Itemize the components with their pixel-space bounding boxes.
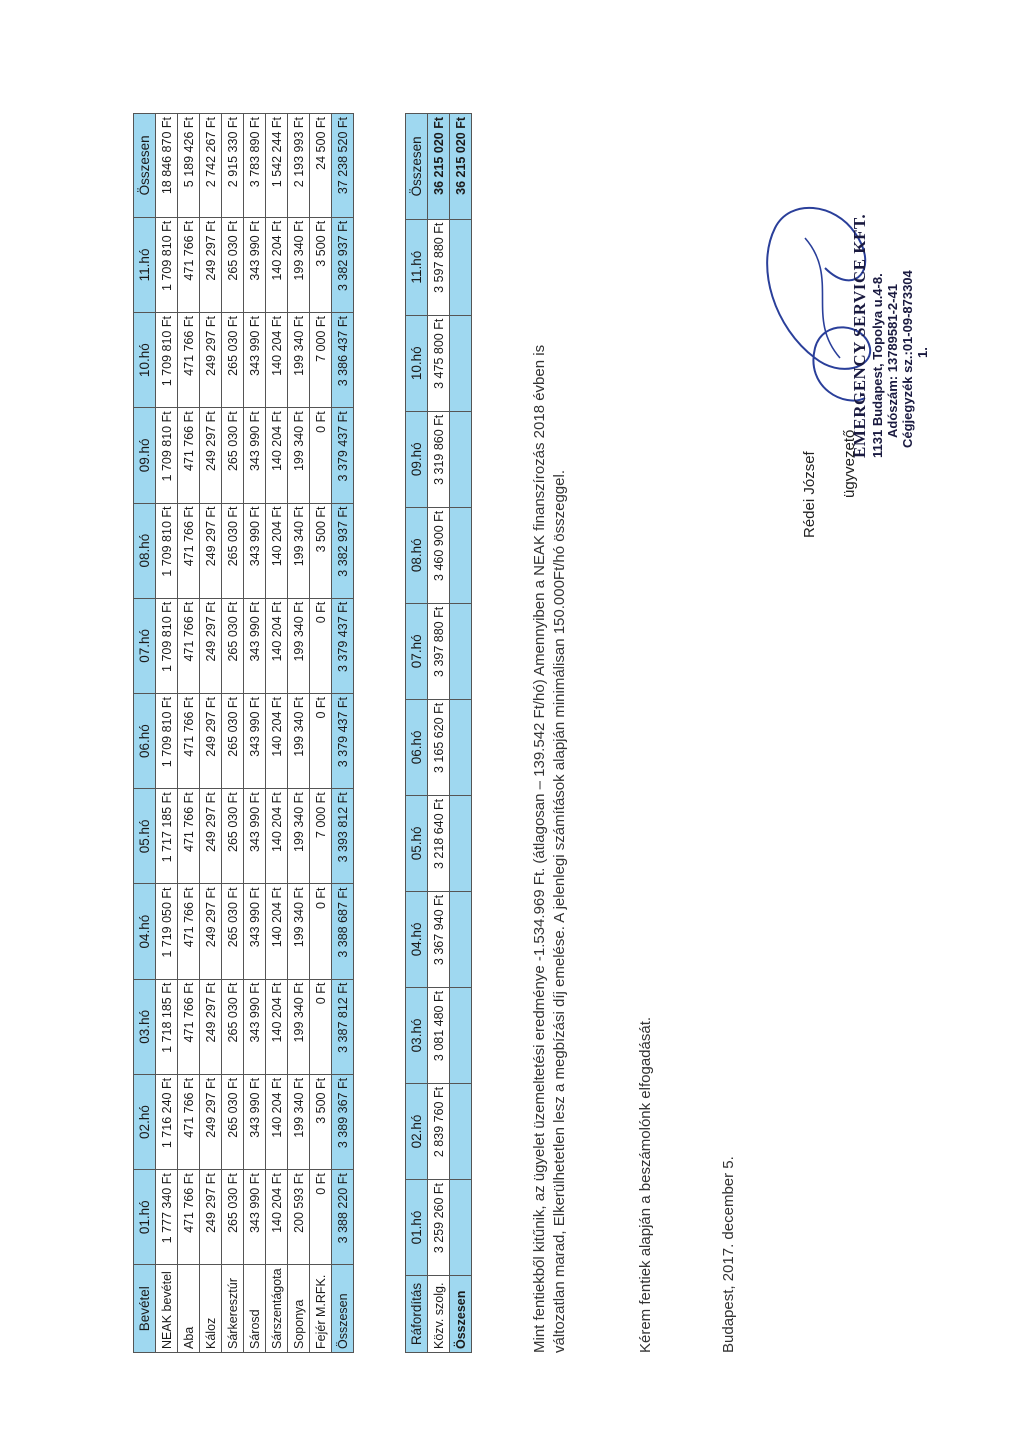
cost-header-cell: Ráfordítás	[406, 1276, 428, 1353]
revenue-cell: 199 340 Ft	[288, 693, 310, 788]
stamp-registry: Cégjegyzék sz.:01-09-873304	[900, 270, 915, 448]
revenue-row	[266, 114, 288, 1353]
revenue-cell: 200 593 Ft	[288, 1170, 310, 1265]
revenue-cell: 471 766 Ft	[178, 1074, 200, 1169]
revenue-cell: 249 297 Ft	[200, 313, 222, 408]
revenue-cell: 471 766 Ft	[178, 979, 200, 1074]
revenue-cell: 199 340 Ft	[288, 1074, 310, 1169]
cost-total-empty	[450, 411, 472, 507]
cost-total-empty	[450, 315, 472, 411]
revenue-header-cell: 10.hó	[134, 313, 156, 408]
revenue-cell: 140 204 Ft	[266, 789, 288, 884]
cost-cell: 3 460 900 Ft	[428, 507, 450, 603]
revenue-row-label: Sárosd	[244, 1265, 266, 1353]
revenue-cell: 249 297 Ft	[200, 503, 222, 598]
cost-total-empty	[450, 795, 472, 891]
stamp-tax: Adószám: 13789581-2-41	[885, 284, 900, 438]
revenue-cell: 140 204 Ft	[266, 1170, 288, 1265]
revenue-total-row	[332, 114, 354, 1353]
revenue-cell: 140 204 Ft	[266, 884, 288, 979]
revenue-cell: 343 990 Ft	[244, 1074, 266, 1169]
paragraph-line-2: változatlan marad, Elkerülhetetlen lesz a megbízási díj emelése. A jelenlegi számítások alapján minimálisan 150.000Ft/hó összeggel.	[551, 470, 568, 1353]
revenue-cell: 471 766 Ft	[178, 884, 200, 979]
cost-cell: 3 218 640 Ft	[428, 795, 450, 891]
cost-total-empty	[450, 1083, 472, 1179]
revenue-total-label: Összesen	[332, 1265, 354, 1353]
revenue-cell: 265 030 Ft	[222, 313, 244, 408]
revenue-cell: 249 297 Ft	[200, 408, 222, 503]
revenue-cell: 1 718 185 Ft	[156, 979, 178, 1074]
revenue-cell: 1 709 810 Ft	[156, 408, 178, 503]
revenue-cell: 1 709 810 Ft	[156, 503, 178, 598]
revenue-cell: 265 030 Ft	[222, 693, 244, 788]
revenue-total-cell: 3 379 437 Ft	[332, 598, 354, 693]
revenue-header-cell: 06.hó	[134, 693, 156, 788]
revenue-header-cell: 02.hó	[134, 1074, 156, 1169]
revenue-cell: 471 766 Ft	[178, 217, 200, 312]
revenue-cell: 199 340 Ft	[288, 598, 310, 693]
signer-title: ügyvezető	[841, 429, 858, 498]
revenue-cell: 471 766 Ft	[178, 693, 200, 788]
revenue-cell: 249 297 Ft	[200, 1074, 222, 1169]
revenue-cell: 199 340 Ft	[288, 313, 310, 408]
revenue-cell: 249 297 Ft	[200, 789, 222, 884]
revenue-cell: 249 297 Ft	[200, 1170, 222, 1265]
revenue-total-cell: 3 382 937 Ft	[332, 503, 354, 598]
cost-header-cell: 10.hó	[406, 315, 428, 411]
cost-header-cell: 09.hó	[406, 411, 428, 507]
revenue-cell: 0 Ft	[310, 693, 332, 788]
revenue-total-cell: 3 388 220 Ft	[332, 1170, 354, 1265]
revenue-row-label: Káloz	[200, 1265, 222, 1353]
revenue-row	[156, 114, 178, 1353]
revenue-cell: 3 500 Ft	[310, 503, 332, 598]
revenue-cell: 0 Ft	[310, 979, 332, 1074]
revenue-header-cell: Összesen	[134, 114, 156, 218]
paragraph-line-1: Mint fentiekből kitűnik, az ügyelet üzemeltetési eredménye -1.534.969 Ft. (átlagosan – 139.542 Ft/hó) Amennyiben a NEAK finanszírozás 2018 évben is	[531, 344, 548, 1353]
revenue-cell: 343 990 Ft	[244, 217, 266, 312]
revenue-cell: 471 766 Ft	[178, 1170, 200, 1265]
stamp-number: 1.	[915, 347, 930, 358]
revenue-row	[200, 114, 222, 1353]
revenue-header-cell: 09.hó	[134, 408, 156, 503]
revenue-cell: 7 000 Ft	[310, 313, 332, 408]
revenue-cell: 199 340 Ft	[288, 789, 310, 884]
stamp-company: EMERGENCY SERVICE KFT.	[850, 213, 869, 458]
cost-header-cell: 06.hó	[406, 699, 428, 795]
revenue-header-cell: 07.hó	[134, 598, 156, 693]
revenue-cell: 199 340 Ft	[288, 979, 310, 1074]
revenue-cell: 343 990 Ft	[244, 884, 266, 979]
cost-cell: 3 081 480 Ft	[428, 987, 450, 1083]
revenue-cell: 343 990 Ft	[244, 1170, 266, 1265]
revenue-cell: 343 990 Ft	[244, 979, 266, 1074]
cost-total-empty	[450, 219, 472, 315]
cost-cell: 3 319 860 Ft	[428, 411, 450, 507]
revenue-row-label: Sárkeresztúr	[222, 1265, 244, 1353]
revenue-cell: 249 297 Ft	[200, 598, 222, 693]
revenue-total-cell: 3 389 367 Ft	[332, 1074, 354, 1169]
revenue-row-label: NEAK bevétel	[156, 1265, 178, 1353]
revenue-cell: 471 766 Ft	[178, 408, 200, 503]
cost-row-label: Közv. szolg.	[428, 1276, 450, 1353]
revenue-total-cell: 37 238 520 Ft	[332, 114, 354, 218]
revenue-cell: 1 777 340 Ft	[156, 1170, 178, 1265]
revenue-cell: 265 030 Ft	[222, 789, 244, 884]
revenue-cell: 2 915 330 Ft	[222, 114, 244, 218]
revenue-cell: 1 717 185 Ft	[156, 789, 178, 884]
cost-total-empty	[450, 1179, 472, 1275]
revenue-cell: 199 340 Ft	[288, 884, 310, 979]
revenue-cell: 265 030 Ft	[222, 979, 244, 1074]
revenue-cell: 7 000 Ft	[310, 789, 332, 884]
revenue-cell: 1 716 240 Ft	[156, 1074, 178, 1169]
revenue-cell: 1 719 050 Ft	[156, 884, 178, 979]
revenue-cell: 199 340 Ft	[288, 408, 310, 503]
revenue-cell: 265 030 Ft	[222, 503, 244, 598]
revenue-row	[288, 114, 310, 1353]
revenue-cell: 140 204 Ft	[266, 598, 288, 693]
revenue-cell: 2 742 267 Ft	[200, 114, 222, 218]
revenue-cell: 343 990 Ft	[244, 313, 266, 408]
revenue-header-cell: 05.hó	[134, 789, 156, 884]
revenue-header-row	[134, 114, 156, 1353]
revenue-cell: 343 990 Ft	[244, 598, 266, 693]
revenue-cell: 140 204 Ft	[266, 313, 288, 408]
cost-total-empty	[450, 507, 472, 603]
revenue-body	[156, 114, 354, 1353]
revenue-cell: 18 846 870 Ft	[156, 114, 178, 218]
revenue-cell: 199 340 Ft	[288, 503, 310, 598]
revenue-cell: 24 500 Ft	[310, 114, 332, 218]
cost-cell: 2 839 760 Ft	[428, 1083, 450, 1179]
revenue-row	[178, 114, 200, 1353]
cost-header-cell: 07.hó	[406, 603, 428, 699]
result-paragraph	[530, 33, 570, 1353]
cost-header-cell: 04.hó	[406, 891, 428, 987]
cost-row	[428, 114, 450, 1353]
cost-total-value: 36 215 020 Ft	[450, 114, 472, 220]
revenue-header-cell: 04.hó	[134, 884, 156, 979]
revenue-cell: 3 783 890 Ft	[244, 114, 266, 218]
cost-header-cell: 05.hó	[406, 795, 428, 891]
revenue-header-cell: 08.hó	[134, 503, 156, 598]
revenue-row-label: Fejér M.RFK.	[310, 1265, 332, 1353]
cost-cell: 3 367 940 Ft	[428, 891, 450, 987]
revenue-cell: 1 542 244 Ft	[266, 114, 288, 218]
cost-header-cell: 01.hó	[406, 1179, 428, 1275]
revenue-cell: 343 990 Ft	[244, 789, 266, 884]
cost-header-cell: 11.hó	[406, 219, 428, 315]
revenue-total-cell: 3 386 437 Ft	[332, 313, 354, 408]
cost-cell: 3 397 880 Ft	[428, 603, 450, 699]
revenue-header-cell: Bevétel	[134, 1265, 156, 1353]
revenue-header-cell: 11.hó	[134, 217, 156, 312]
revenue-cell: 343 990 Ft	[244, 503, 266, 598]
revenue-total-cell: 3 379 437 Ft	[332, 408, 354, 503]
cost-header-cell: 02.hó	[406, 1083, 428, 1179]
revenue-cell: 140 204 Ft	[266, 693, 288, 788]
revenue-cell: 0 Ft	[310, 884, 332, 979]
revenue-cell: 5 189 426 Ft	[178, 114, 200, 218]
revenue-total-cell: 3 382 937 Ft	[332, 217, 354, 312]
revenue-cell: 140 204 Ft	[266, 1074, 288, 1169]
revenue-header-cell: 03.hó	[134, 979, 156, 1074]
cost-total-empty	[450, 699, 472, 795]
revenue-total-cell: 3 388 687 Ft	[332, 884, 354, 979]
revenue-cell: 1 709 810 Ft	[156, 217, 178, 312]
revenue-cell: 471 766 Ft	[178, 598, 200, 693]
revenue-cell: 140 204 Ft	[266, 979, 288, 1074]
cost-cell: 36 215 020 Ft	[428, 114, 450, 220]
revenue-total-cell: 3 393 812 Ft	[332, 789, 354, 884]
cost-cell: 3 597 880 Ft	[428, 219, 450, 315]
revenue-row	[310, 114, 332, 1353]
cost-table	[405, 113, 472, 1353]
revenue-cell: 140 204 Ft	[266, 217, 288, 312]
revenue-cell: 249 297 Ft	[200, 979, 222, 1074]
signer-name: Rédei József	[801, 451, 818, 538]
revenue-header-cell: 01.hó	[134, 1170, 156, 1265]
revenue-row-label: Sárszentágota	[266, 1265, 288, 1353]
revenue-cell: 265 030 Ft	[222, 408, 244, 503]
cost-cell: 3 259 260 Ft	[428, 1179, 450, 1275]
revenue-row-label: Aba	[178, 1265, 200, 1353]
revenue-cell: 0 Ft	[310, 598, 332, 693]
revenue-cell: 265 030 Ft	[222, 217, 244, 312]
revenue-cell: 265 030 Ft	[222, 1074, 244, 1169]
revenue-total-cell: 3 387 812 Ft	[332, 979, 354, 1074]
revenue-cell: 1 709 810 Ft	[156, 693, 178, 788]
revenue-cell: 471 766 Ft	[178, 503, 200, 598]
cost-total-row	[450, 114, 472, 1353]
revenue-row	[244, 114, 266, 1353]
revenue-cell: 0 Ft	[310, 408, 332, 503]
request-text: Kérem fentiek alapján a beszámolónk elfogadását.	[637, 1016, 654, 1353]
cost-header-cell: 03.hó	[406, 987, 428, 1083]
revenue-cell: 199 340 Ft	[288, 217, 310, 312]
revenue-cell: 343 990 Ft	[244, 408, 266, 503]
revenue-cell: 265 030 Ft	[222, 1170, 244, 1265]
cost-cell: 3 165 620 Ft	[428, 699, 450, 795]
revenue-cell: 265 030 Ft	[222, 884, 244, 979]
place-date: Budapest, 2017. december 5.	[720, 1156, 737, 1353]
revenue-cell: 1 709 810 Ft	[156, 313, 178, 408]
revenue-total-cell: 3 379 437 Ft	[332, 693, 354, 788]
revenue-cell: 3 500 Ft	[310, 1074, 332, 1169]
stamp-address: 1131 Budapest, Topolya u.4-8.	[870, 273, 885, 458]
revenue-cell: 1 709 810 Ft	[156, 598, 178, 693]
revenue-cell: 343 990 Ft	[244, 693, 266, 788]
cost-total-label: Összesen	[450, 1276, 472, 1353]
cost-total-empty	[450, 987, 472, 1083]
revenue-cell: 2 193 993 Ft	[288, 114, 310, 218]
revenue-cell: 140 204 Ft	[266, 408, 288, 503]
revenue-cell: 140 204 Ft	[266, 503, 288, 598]
cost-body	[428, 114, 472, 1353]
cost-header-cell: Összesen	[406, 114, 428, 220]
revenue-cell: 265 030 Ft	[222, 598, 244, 693]
revenue-cell: 0 Ft	[310, 1170, 332, 1265]
revenue-cell: 3 500 Ft	[310, 217, 332, 312]
revenue-cell: 249 297 Ft	[200, 217, 222, 312]
cost-header-row	[406, 114, 428, 1353]
revenue-row	[222, 114, 244, 1353]
revenue-cell: 249 297 Ft	[200, 693, 222, 788]
revenue-cell: 471 766 Ft	[178, 789, 200, 884]
cost-header-cell: 08.hó	[406, 507, 428, 603]
company-stamp	[850, 198, 930, 458]
revenue-row-label: Soponya	[288, 1265, 310, 1353]
cost-cell: 3 475 800 Ft	[428, 315, 450, 411]
cost-total-empty	[450, 891, 472, 987]
cost-total-empty	[450, 603, 472, 699]
revenue-table	[133, 113, 354, 1353]
revenue-cell: 249 297 Ft	[200, 884, 222, 979]
revenue-cell: 471 766 Ft	[178, 313, 200, 408]
